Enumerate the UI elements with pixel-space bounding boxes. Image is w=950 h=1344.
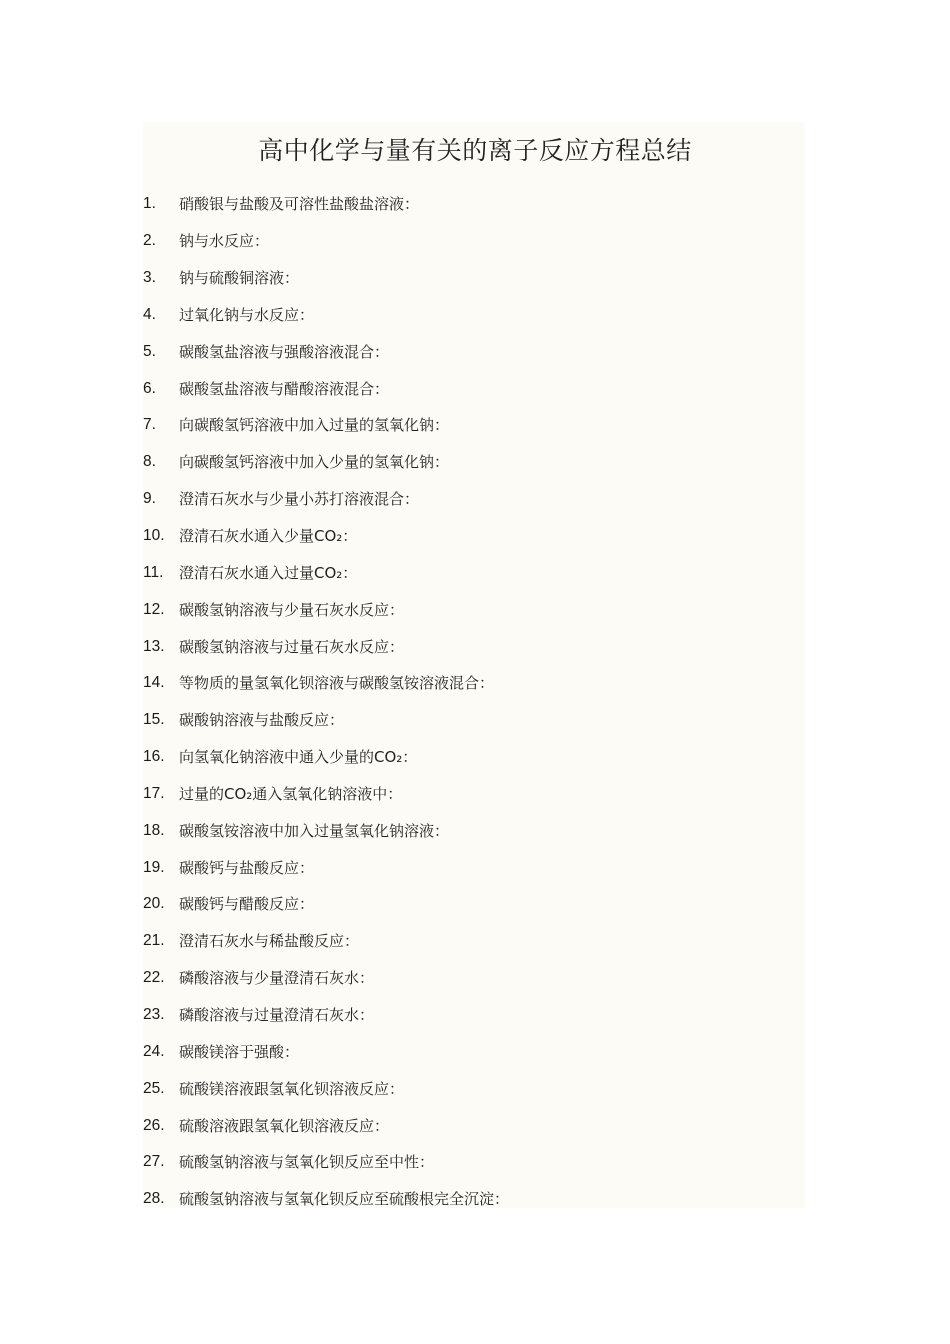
page-title: 高中化学与量有关的离子反应方程总结 [258, 136, 692, 165]
item-text: 向碳酸氢钙溶液中加入少量的氢氧化钠： [179, 453, 450, 472]
list-item [143, 297, 783, 334]
list-item [143, 776, 783, 813]
item-number: 19. [143, 858, 165, 876]
item-text: 钠与水反应： [179, 232, 270, 251]
item-text: 等物质的量氢氧化钡溶液与碳酸氢铵溶液混合： [179, 674, 495, 693]
list-item [143, 554, 783, 591]
item-number: 15. [143, 711, 165, 729]
item-number: 27. [143, 1153, 165, 1171]
item-text: 碳酸钙与醋酸反应： [179, 895, 315, 914]
list-item [143, 812, 783, 849]
item-text: 碳酸钠溶液与盐酸反应： [179, 711, 345, 730]
item-text: 硫酸溶液跟氢氧化钡溶液反应： [179, 1116, 390, 1135]
list-item [143, 923, 783, 960]
item-number: 28. [143, 1190, 165, 1208]
list-item [143, 333, 783, 370]
list-item [143, 886, 783, 923]
item-number: 24. [143, 1042, 165, 1060]
item-number: 12. [143, 600, 165, 618]
item-text: 碳酸钙与盐酸反应： [179, 858, 315, 877]
list-item [143, 1107, 783, 1144]
item-text: 向氢氧化钠溶液中通入少量的CO₂： [179, 748, 418, 767]
item-number: 17. [143, 784, 165, 802]
item-text: 向碳酸氢钙溶液中加入过量的氢氧化钠： [179, 416, 450, 435]
item-number: 23. [143, 1005, 165, 1023]
item-text: 钠与硫酸铜溶液： [179, 269, 300, 288]
list-item [143, 444, 783, 481]
list-item [143, 370, 783, 407]
item-text: 碳酸氢铵溶液中加入过量氢氧化钠溶液： [179, 821, 450, 840]
item-number: 7. [143, 416, 156, 434]
item-number: 20. [143, 895, 165, 913]
list-item [143, 260, 783, 297]
item-number: 10. [143, 527, 165, 545]
item-text: 硫酸氢钠溶液与氢氧化钡反应至硫酸根完全沉淀： [179, 1190, 510, 1209]
item-number: 9. [143, 490, 156, 508]
item-number: 6. [143, 379, 156, 397]
item-text: 碳酸氢钠溶液与过量石灰水反应： [179, 637, 405, 656]
list-item [143, 849, 783, 886]
list-item [143, 960, 783, 997]
list-item [143, 739, 783, 776]
item-number: 21. [143, 932, 165, 950]
item-text: 澄清石灰水通入少量CO₂： [179, 527, 358, 546]
list-item [143, 628, 783, 665]
list-item [143, 407, 783, 444]
item-text: 澄清石灰水与少量小苏打溶液混合： [179, 490, 420, 509]
list-item [143, 518, 783, 555]
item-text: 过量的CO₂通入氢氧化钠溶液中： [179, 784, 403, 803]
list-item [143, 223, 783, 260]
list-item [143, 1070, 783, 1107]
list-item [143, 591, 783, 628]
list-item [143, 1144, 783, 1181]
item-number: 18. [143, 821, 165, 839]
item-text: 磷酸溶液与过量澄清石灰水： [179, 1005, 375, 1024]
item-text: 硝酸银与盐酸及可溶性盐酸盐溶液： [179, 195, 420, 214]
item-number: 26. [143, 1116, 165, 1134]
item-number: 5. [143, 342, 156, 360]
item-text: 澄清石灰水通入过量CO₂： [179, 563, 358, 582]
list-item [143, 1181, 783, 1218]
list-item [143, 665, 783, 702]
item-number: 13. [143, 637, 165, 655]
item-number: 1. [143, 195, 156, 213]
item-text: 过氧化钠与水反应： [179, 305, 315, 324]
item-text: 硫酸氢钠溶液与氢氧化钡反应至中性： [179, 1153, 435, 1172]
list-item [143, 702, 783, 739]
item-text: 碳酸氢盐溶液与强酸溶液混合： [179, 342, 390, 361]
item-text: 碳酸氢盐溶液与醋酸溶液混合： [179, 379, 390, 398]
list-item [143, 997, 783, 1034]
reaction-list [143, 186, 783, 1218]
item-number: 8. [143, 453, 156, 471]
item-text: 磷酸溶液与少量澄清石灰水： [179, 969, 375, 988]
list-item [143, 481, 783, 518]
list-item [143, 186, 783, 223]
item-number: 25. [143, 1079, 165, 1097]
item-text: 碳酸氢钠溶液与少量石灰水反应： [179, 600, 405, 619]
item-number: 22. [143, 969, 165, 987]
item-text: 硫酸镁溶液跟氢氧化钡溶液反应： [179, 1079, 405, 1098]
item-text: 碳酸镁溶于强酸： [179, 1042, 300, 1061]
item-number: 16. [143, 748, 165, 766]
item-number: 2. [143, 232, 156, 250]
item-number: 4. [143, 305, 156, 323]
item-number: 14. [143, 674, 165, 692]
item-text: 澄清石灰水与稀盐酸反应： [179, 932, 360, 951]
item-number: 11. [143, 563, 164, 581]
list-item [143, 1033, 783, 1070]
item-number: 3. [143, 269, 156, 287]
